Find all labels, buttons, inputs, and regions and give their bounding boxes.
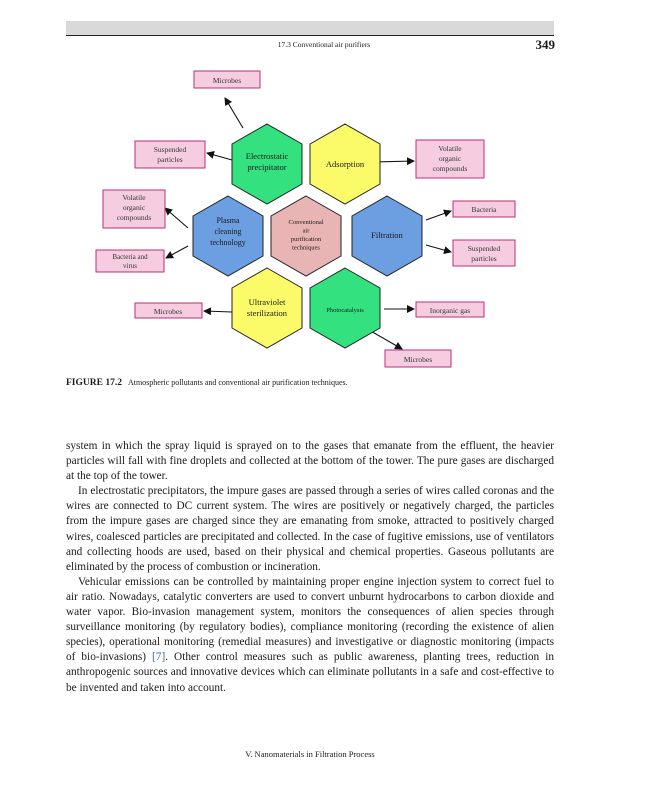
arrow-to-bacteria-virus: [166, 246, 188, 258]
label-suspended-left: Suspended particles: [153, 145, 187, 164]
hex-center-label: Conventional air purification techniques: [288, 219, 324, 252]
running-title: 17.3 Conventional air purifiers: [277, 40, 371, 49]
hex-uv-label: Ultraviolet sterilization: [246, 297, 288, 318]
label-voc-right: Volatile organic compounds: [432, 144, 468, 173]
hex-filtration-label: Filtration: [371, 230, 403, 240]
arrow-to-suspended-left: [207, 153, 232, 160]
paragraph-3: [66, 575, 554, 696]
label-microbes-bottom: Microbes: [403, 355, 433, 364]
label-voc-left: Volatile organic compounds: [116, 193, 152, 222]
paragraph-3-part-a: Vehicular emissions can be controlled by maintaining proper engine injection system to correct fuel to air ratio. Nowadays, catalytic converters are used to convert unburnt hydrocarbons to carbon dioxide and water vapor. Bio-invasion management system, monitors the consequences of alien species through surveillance monitoring (by regulatory bodies), compliance monitoring (recording the existence of alien species), operational monitoring (remedial measures) and investigative or diagnostic monitoring (impacts of bio-invasions): [66, 575, 554, 664]
arrow-to-top-microbes: [225, 98, 243, 128]
caption-label: FIGURE 17.2: [66, 378, 122, 388]
label-microbes-left: Microbes: [153, 307, 183, 316]
label-top-microbes: Microbes: [212, 76, 242, 85]
paragraph-1: system in which the spray liquid is sprayed on to the gases that emanate from the effluent, the heavier particles will fall with fine droplets and collected at the bottom of the tower. The pure gases are discharged at the top of the tower.: [66, 440, 554, 483]
page-number: 349: [535, 37, 555, 52]
arrow-to-bacteria-right: [426, 211, 451, 220]
arrow-to-microbes-bottom: [369, 330, 402, 349]
body-text: [66, 439, 554, 696]
hex-photocatalysis-label: Photocatalysis: [326, 307, 364, 314]
hex-electrostatic-label: Electrostatic precipitator: [245, 151, 289, 172]
paragraph-2: In electrostatic precipitators, the impure gases are passed through a series of wires called coronas and the wires are connected to DC current system. The wires are positively or negatively charged, the particles from the impure gases are charged since they are emanating from smoke, attracted to positively charged wires, coalesced particles are precipitated and collected. In the case of fugitive emissions, use of ventilators and collecting hoods are used, based on their physical and chemical properties. Gaseous pollutants are eliminated by the process of combustion or incineration.: [66, 485, 554, 573]
citation-link[interactable]: [7]: [152, 651, 166, 664]
label-inorganic-gas: Inorganic gas: [429, 306, 471, 315]
arrow-to-suspended-right: [426, 245, 451, 252]
hex-adsorption-label: Adsorption: [325, 159, 365, 169]
hex-plasma: [193, 196, 263, 276]
label-suspended-right: Suspended particles: [467, 244, 501, 263]
hex-plasma-label: Plasma cleaning technology: [210, 216, 246, 247]
page-footer: V. Nanomaterials in Filtration Process: [245, 749, 375, 759]
figure-caption: [66, 378, 556, 388]
arrow-to-microbes-left: [204, 311, 232, 312]
arrow-to-voc-left: [165, 208, 188, 228]
label-bacteria-virus: Bacteria and virus: [112, 253, 148, 270]
label-bacteria-right: Bacteria: [471, 205, 497, 214]
caption-text: Atmospheric pollutants and conventional air purification techniques.: [127, 378, 348, 387]
paragraph-3-part-b: . Other control measures such as public awareness, planting trees, reduction in anthropogenic sources and innovative devices which can eliminate pollutants in a safe and cost-effective to be invented and taken into account.: [66, 651, 554, 694]
